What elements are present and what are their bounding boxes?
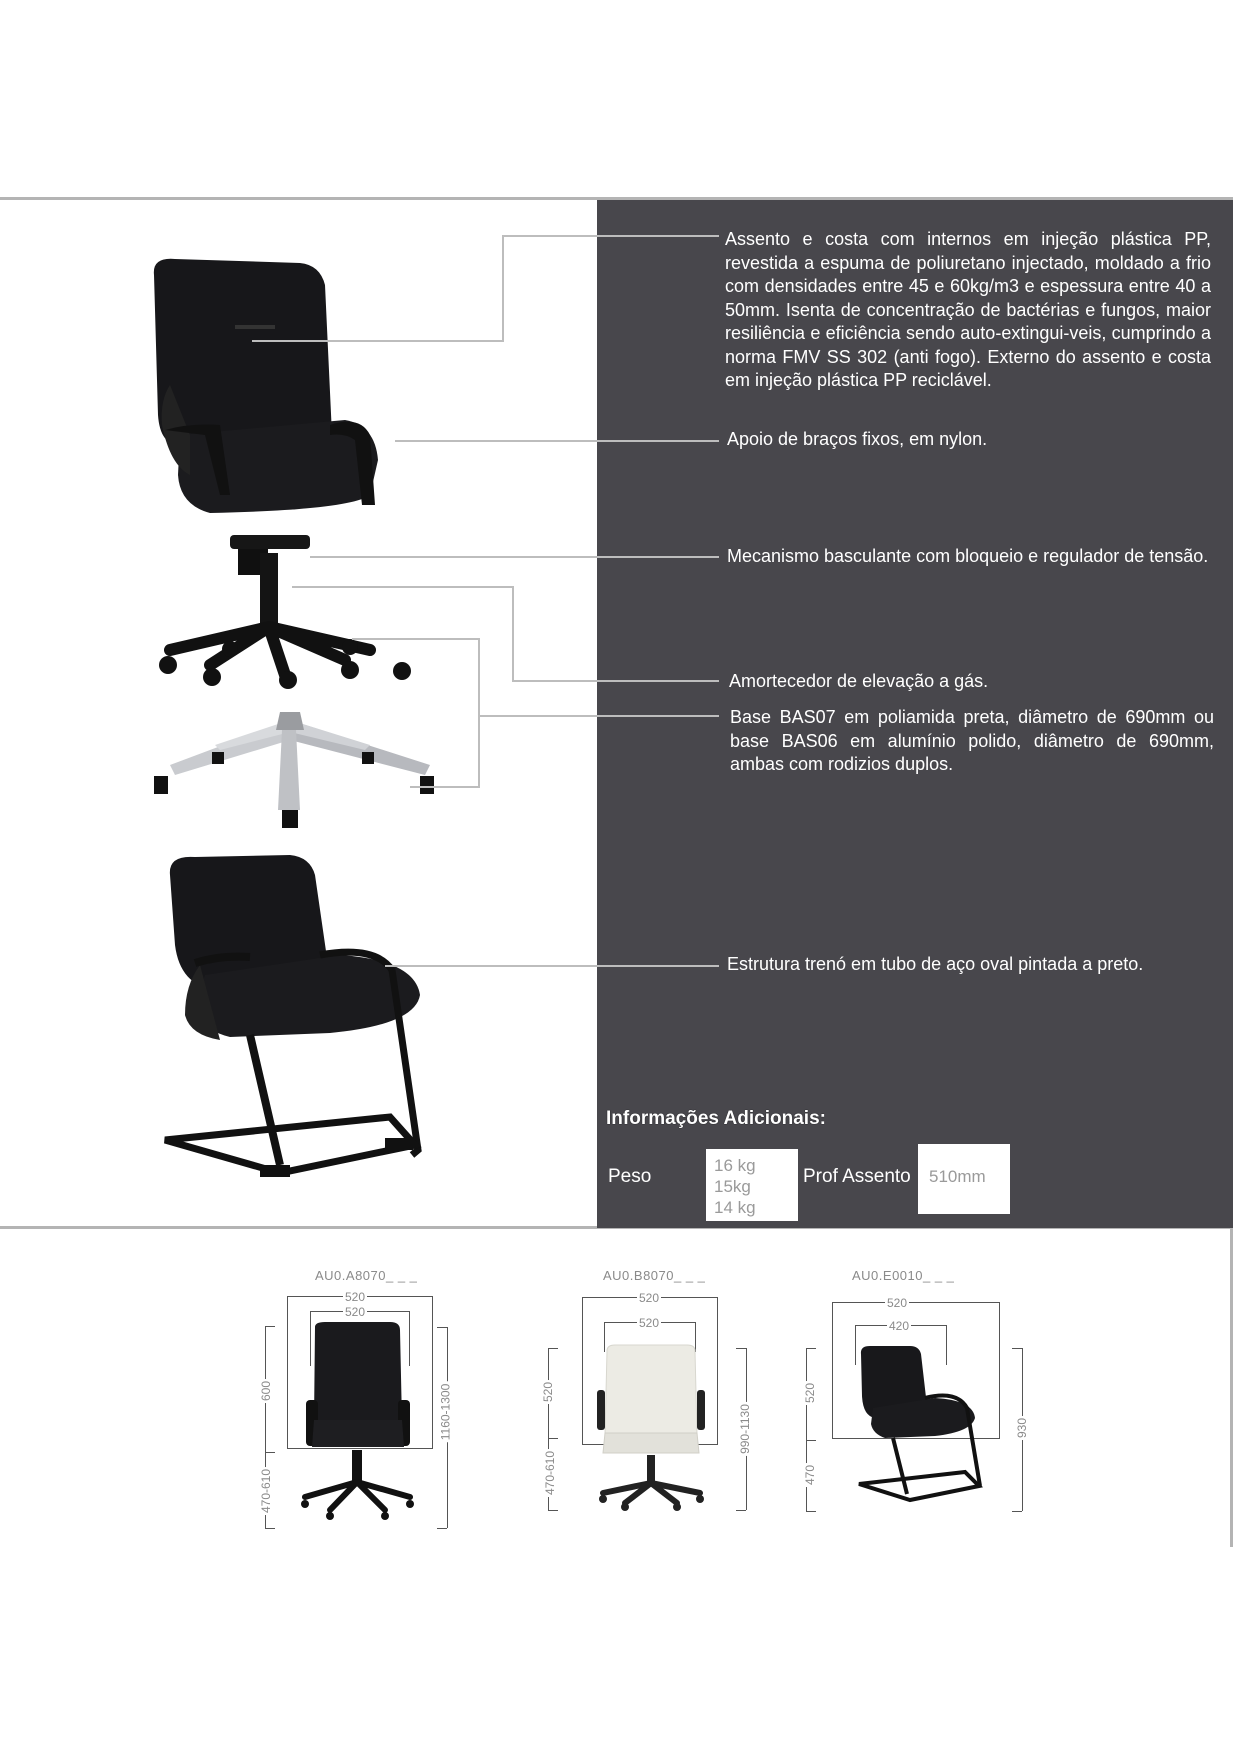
depth-box [918, 1144, 1010, 1214]
weight-box [706, 1149, 798, 1221]
info-title: Informações Adicionais: [606, 1108, 826, 1129]
leader-3 [310, 556, 719, 558]
feature-seat-back: Assento e costa com internos em injeção plástica PP, revestida a espuma de poliuretano injectado, moldado a frio com densidades entre 45 e 60kg/m3 e espessura entre 40 a 50mm. Isenta de concentração de bactérias e fungos, maior resiliência e eficiência sendo auto-extingui-veis, cumprindo a norma FMV SS 302 (anti fogo). Externo do assento e costa em injeção plástica PP reciclável. [725, 229, 1211, 390]
model-2-seat-height: 470-610 [543, 1450, 558, 1496]
feature-mechanism: Mecanismo basculante com bloqueio e regulador de tensão. [727, 546, 1209, 566]
leader-1-h2 [502, 235, 719, 237]
model-code-3: AU0.E0010_ _ _ [852, 1268, 955, 1283]
feature-base: Base BAS07 em poliamida preta, diâmetro de 690mm ou base BAS06 em alumínio polido, diâmetro de 690mm, ambas com rodizios duplos. [730, 707, 1214, 774]
model-1-chair-thumbnail [300, 1322, 425, 1522]
chair-sled-image [160, 855, 430, 1185]
leader-2 [395, 440, 719, 442]
weight-value-3: 14 kg [714, 1198, 756, 1217]
model-2-chair-thumbnail [595, 1345, 710, 1510]
model-1-seat-height: 470-610 [259, 1468, 274, 1514]
weight-value-1: 16 kg [714, 1156, 756, 1175]
model-2-total-height: 990-1130 [737, 1404, 752, 1454]
model-code-2: AU0.B8070_ _ _ [603, 1268, 706, 1283]
leader-6 [385, 965, 719, 967]
weight-label: Peso [608, 1166, 652, 1187]
leader-5-bot [410, 786, 480, 788]
feature-sled-frame: Estrutura trenó em tubo de aço oval pintada a preto. [727, 954, 1144, 974]
leader-5-top [352, 638, 480, 640]
depth-label: Prof Assento [803, 1166, 911, 1187]
model-3-width-outer: 520 [887, 1296, 908, 1310]
leader-4-v [512, 586, 514, 682]
model-3-total-height: 930 [1015, 1417, 1030, 1439]
model-3-seat-height: 470 [803, 1464, 818, 1486]
leader-4-h1 [292, 586, 514, 588]
model-3-back-height: 520 [803, 1382, 818, 1404]
model-code-1: AU0.A8070_ _ _ [315, 1268, 418, 1283]
model-1-width-outer: 520 [345, 1290, 366, 1304]
model-3-width-inner: 420 [889, 1319, 910, 1333]
weight-value-2: 15kg [714, 1177, 751, 1196]
model-2-back-height: 520 [541, 1381, 556, 1403]
leader-5-v [478, 638, 480, 788]
aluminium-base-image [150, 710, 440, 830]
depth-value: 510mm [929, 1167, 986, 1186]
model-1-width-inner: 520 [345, 1305, 366, 1319]
chair-high-back-image [150, 255, 430, 685]
leader-4-h2 [512, 680, 719, 682]
model-3-chair-thumbnail [855, 1346, 985, 1501]
feature-armrests: Apoio de braços fixos, em nylon. [727, 429, 988, 449]
model-1-back-height: 600 [259, 1380, 274, 1402]
feature-gas-lift: Amortecedor de elevação a gás. [729, 671, 989, 691]
leader-5-h [478, 715, 719, 717]
model-1-total-height: 1160-1300 [438, 1383, 453, 1441]
model-2-width-inner: 520 [639, 1316, 660, 1330]
leader-1-v [502, 235, 504, 342]
leader-1-h1 [252, 340, 504, 342]
model-2-width-outer: 520 [639, 1291, 660, 1305]
